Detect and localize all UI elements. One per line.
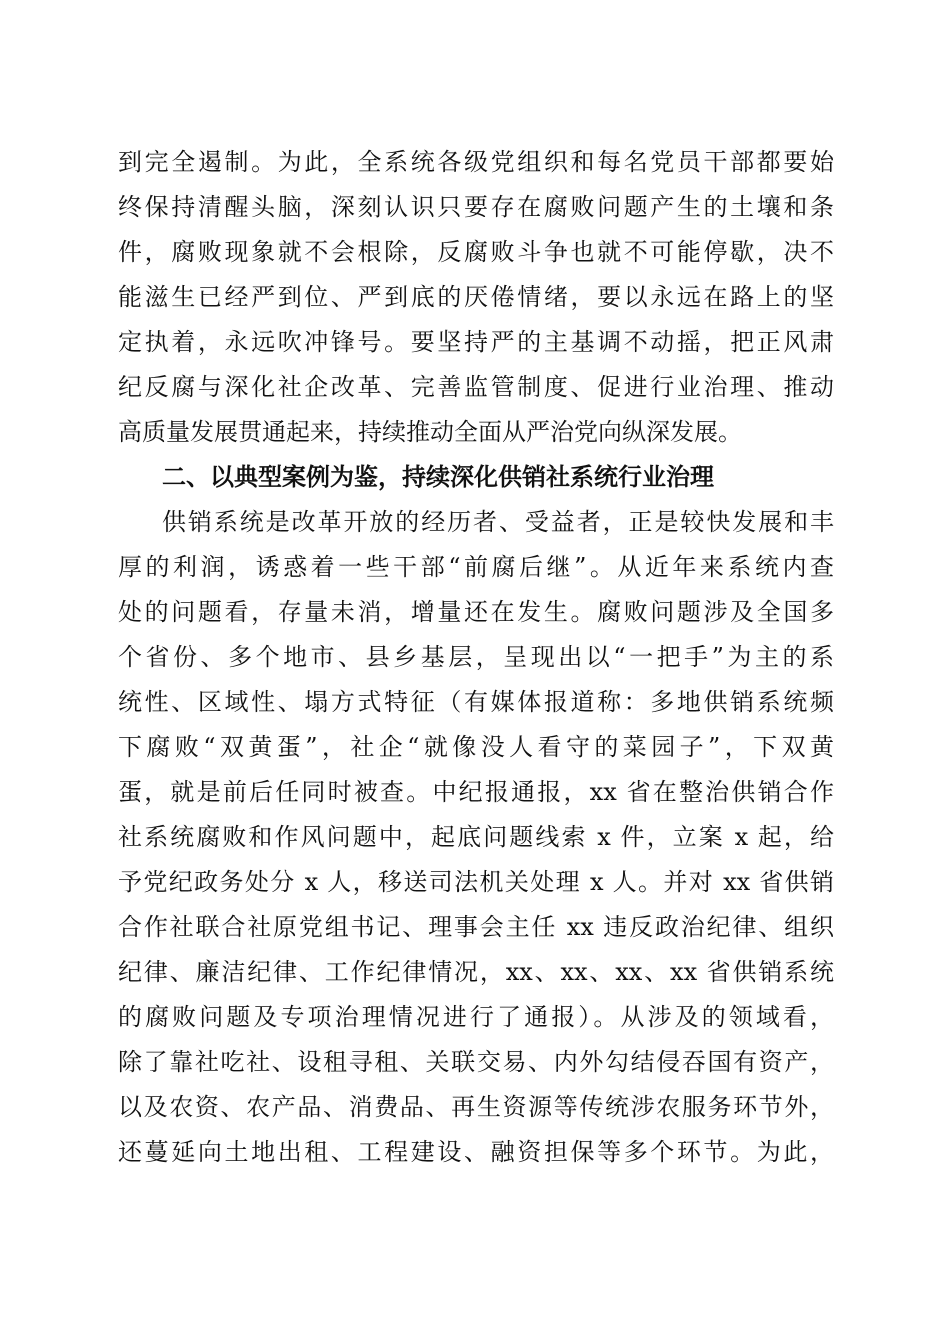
document-page — [118, 140, 834, 1175]
paragraph-supply-marketing-cases — [118, 500, 834, 1175]
text-line: 处的问题看，存量未消，增量还在发生。腐败问题涉及全国多 — [118, 598, 834, 626]
text-line: 定执着，永远吹冲锋号。要坚持严的主基调不动摇，把正风肃 — [118, 328, 834, 356]
text-line: 到完全遏制。为此，全系统各级党组织和每名党员干部都要始 — [118, 148, 834, 176]
text-line: 蛋，就是前后任同时被查。中纪报通报，xx 省在整治供销合作 — [118, 778, 834, 806]
text-line: 合作社联合社原党组书记、理事会主任 xx 违反政治纪律、组织 — [118, 913, 834, 941]
text-line: 厚的利润，诱惑着一些干部“前腐后继”。从近年来系统内查 — [118, 553, 834, 581]
section-heading: 二、以典型案例为鉴，持续深化供销社系统行业治理 — [162, 463, 714, 491]
text-line: 除了靠社吃社、设租寻租、关联交易、内外勾结侵吞国有资产， — [118, 1048, 834, 1076]
text-line: 以及农资、农产品、消费品、再生资源等传统涉农服务环节外， — [118, 1093, 834, 1121]
text-line: 统性、区域性、塌方式特征（有媒体报道称：多地供销系统频 — [118, 688, 834, 716]
text-line: 供销系统是改革开放的经历者、受益者，正是较快发展和丰 — [162, 508, 834, 536]
text-line: 个省份、多个地市、县乡基层，呈现出以“一把手”为主的系 — [118, 643, 834, 671]
text-line: 下腐败“双黄蛋”，社企“就像没人看守的菜园子”，下双黄 — [118, 733, 834, 761]
text-line: 能滋生已经严到位、严到底的厌倦情绪，要以永远在路上的坚 — [118, 283, 834, 311]
text-line: 纪律、廉洁纪律、工作纪律情况，xx、xx、xx、xx 省供销系统 — [118, 958, 834, 986]
text-line: 件，腐败现象就不会根除，反腐败斗争也就不可能停歇，决不 — [118, 238, 834, 266]
text-line: 高质量发展贯通起来，持续推动全面从严治党向纵深发展。 — [118, 418, 742, 446]
text-line: 纪反腐与深化社企改革、完善监管制度、促进行业治理、推动 — [118, 373, 834, 401]
text-line: 终保持清醒头脑，深刻认识只要存在腐败问题产生的土壤和条 — [118, 193, 834, 221]
text-line: 社系统腐败和作风问题中，起底问题线索 x 件，立案 x 起，给 — [118, 823, 834, 851]
text-line: 予党纪政务处分 x 人，移送司法机关处理 x 人。并对 xx 省供销 — [118, 868, 834, 896]
text-line: 还蔓延向土地出租、工程建设、融资担保等多个环节。为此， — [118, 1138, 834, 1166]
text-line: 的腐败问题及专项治理情况进行了通报）。从涉及的领域看， — [118, 1003, 834, 1031]
paragraph-party-discipline — [118, 140, 834, 455]
